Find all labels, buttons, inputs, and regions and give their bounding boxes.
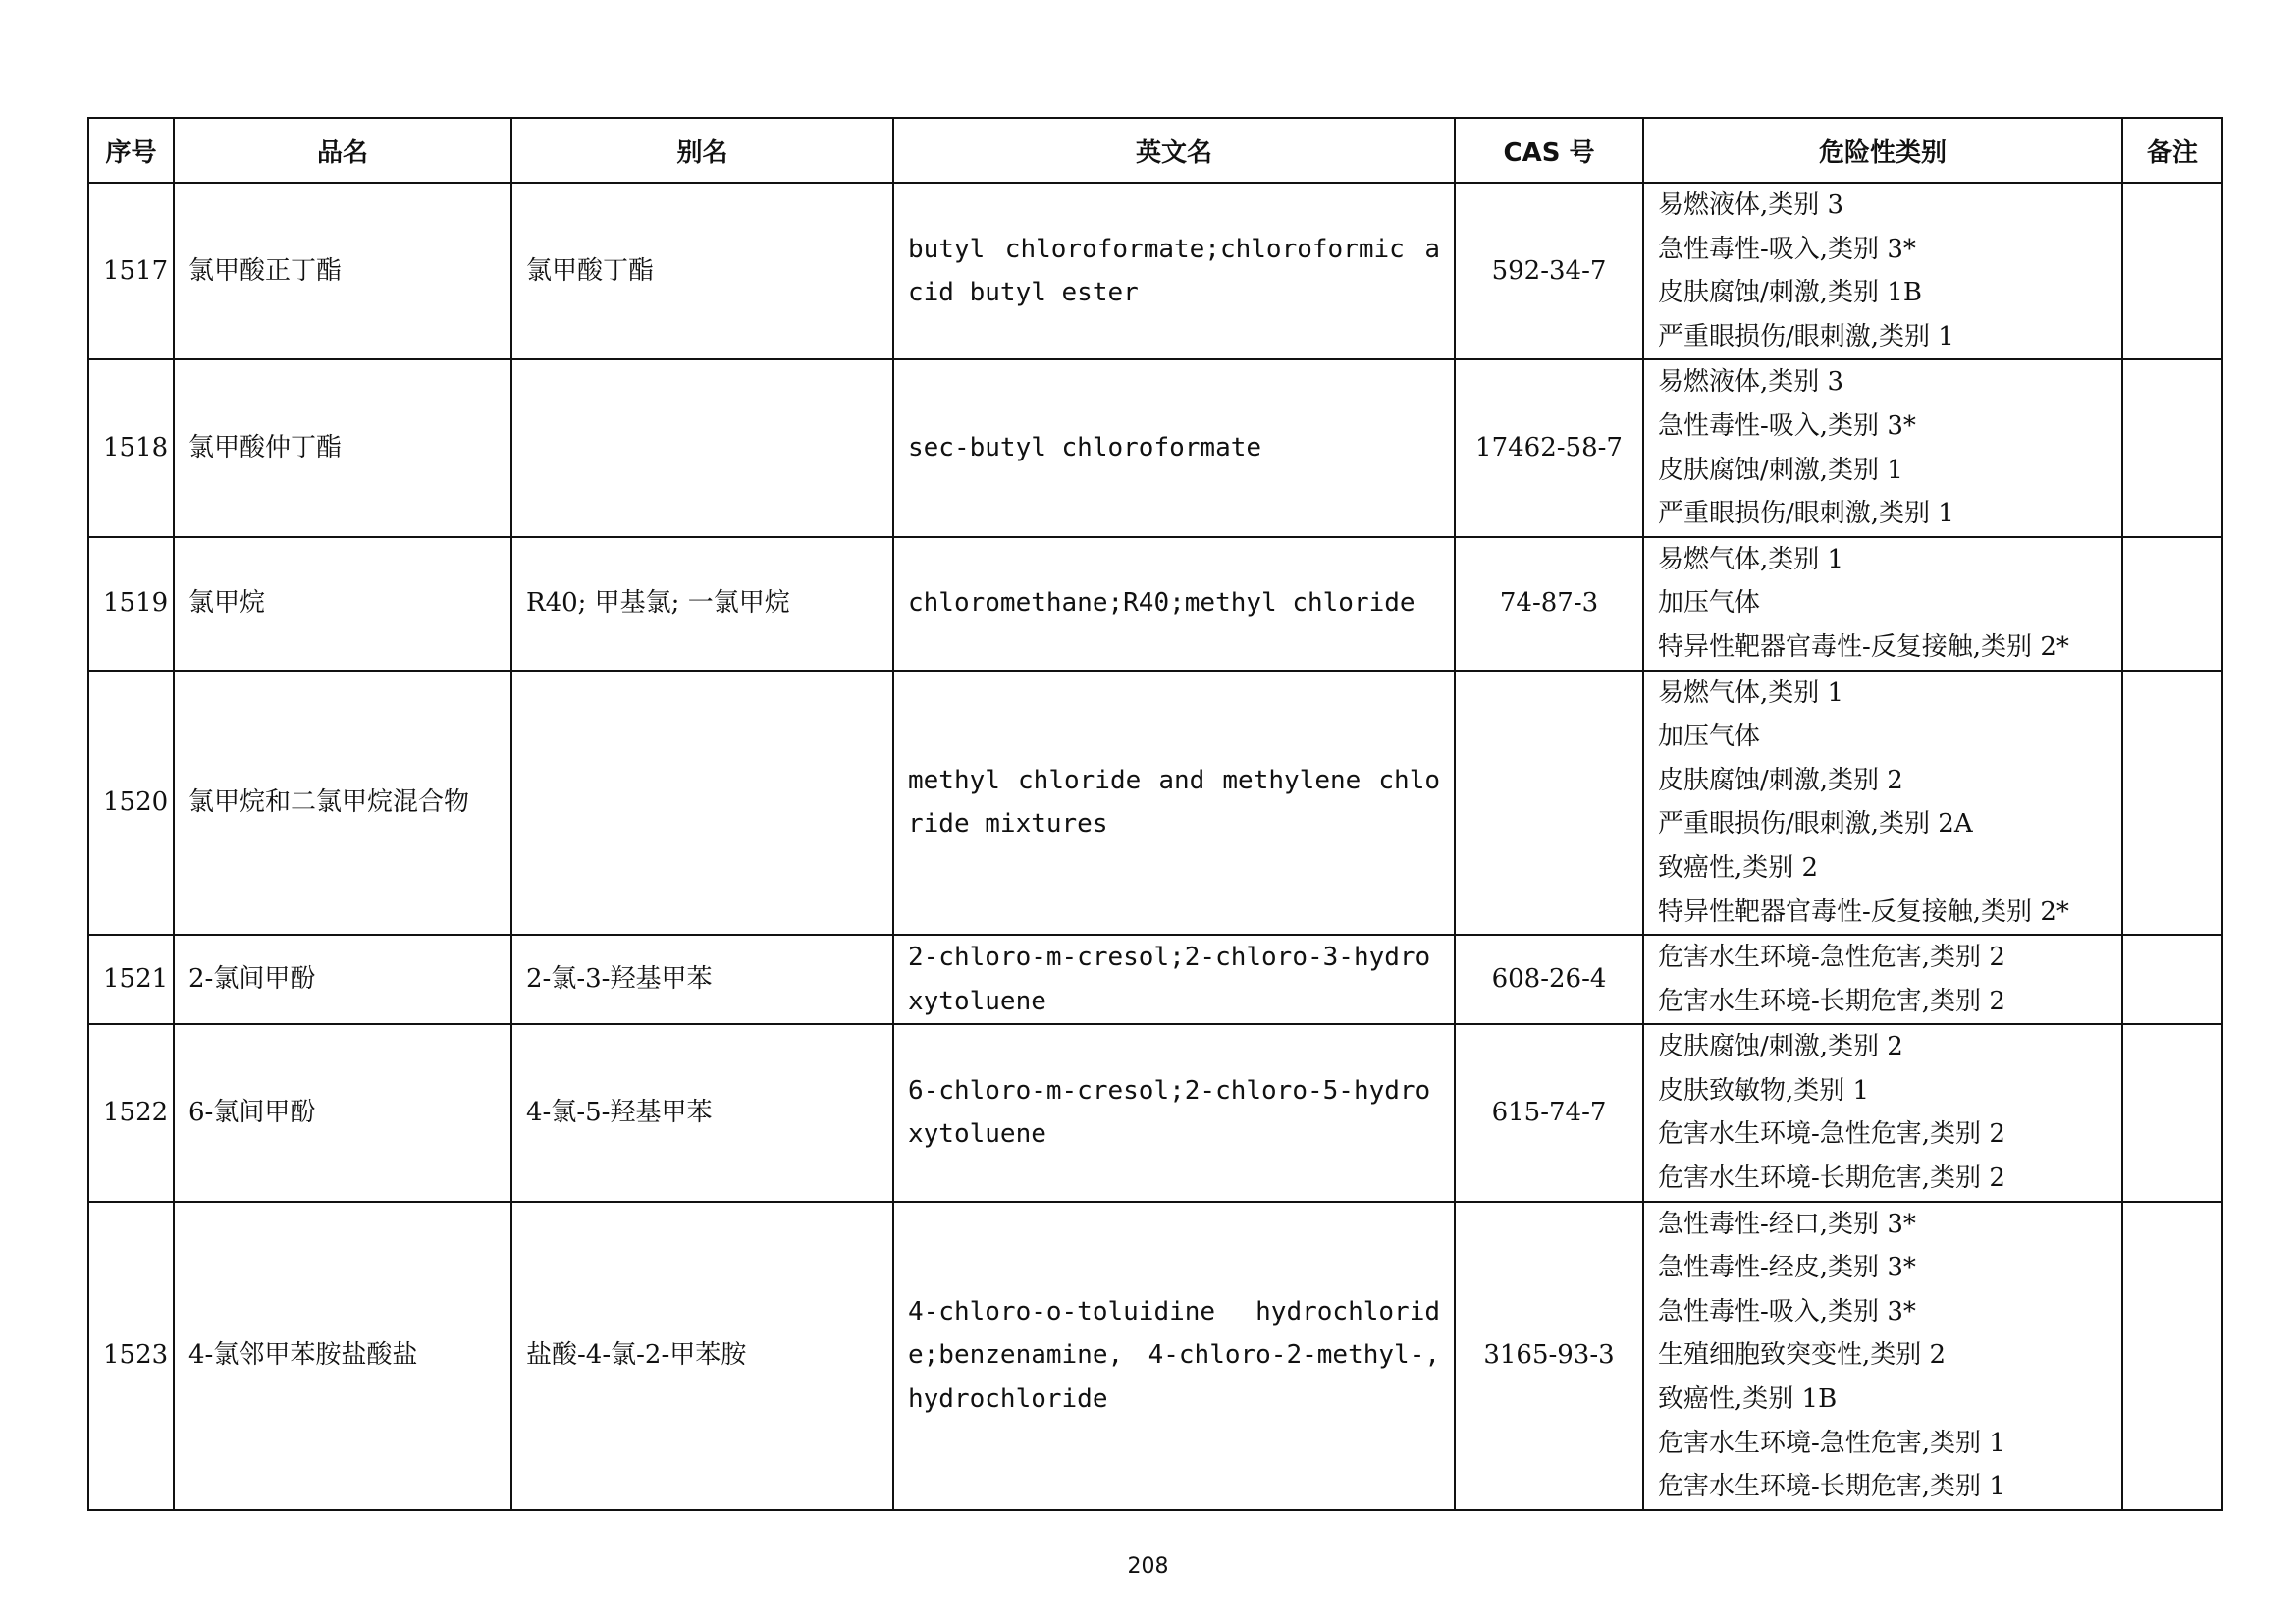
header-name: 品名 (174, 118, 511, 183)
hazard-category-line: 危害水生环境-长期危害,类别 2 (1658, 986, 2005, 1016)
cell-english-name: 2-chloro-m-cresol;2-chloro-3-hydroxytoluene (893, 935, 1455, 1024)
cell-cas-number: 3165-93-3 (1455, 1202, 1643, 1510)
hazard-category-line: 皮肤腐蚀/刺激,类别 1B (1658, 278, 1922, 308)
cell-english-name: sec-butyl chloroformate (893, 359, 1455, 536)
cell-cas-number: 592-34-7 (1455, 183, 1643, 359)
hazard-category-line: 致癌性,类别 1B (1658, 1384, 1838, 1415)
hazard-category-line: 皮肤腐蚀/刺激,类别 2 (1658, 765, 1903, 795)
cell-cas-number (1455, 671, 1643, 936)
hazard-category-line: 易燃液体,类别 3 (1658, 190, 1844, 220)
cell-remark (2122, 935, 2222, 1024)
cell-product-name: 氯甲酸仲丁酯 (174, 359, 511, 536)
hazard-category-line: 皮肤腐蚀/刺激,类别 1 (1658, 455, 1903, 485)
cell-cas-number: 608-26-4 (1455, 935, 1643, 1024)
hazard-category-line: 易燃气体,类别 1 (1658, 544, 1844, 574)
table-row (88, 537, 2222, 671)
cell-alias: 2-氯-3-羟基甲苯 (511, 935, 893, 1024)
cell-english-name: methyl chloride and methylene chloride mixtures (893, 671, 1455, 936)
cell-hazard-categories (1643, 359, 2122, 536)
cell-hazard-categories (1643, 671, 2122, 936)
table-row (88, 1202, 2222, 1510)
header-cas-number: CAS 号 (1455, 118, 1643, 183)
cell-cas-number: 615-74-7 (1455, 1024, 1643, 1201)
page-number: 208 (1127, 1554, 1169, 1579)
table-header-row (88, 118, 2222, 183)
cell-remark (2122, 359, 2222, 536)
hazard-category-line: 特异性靶器官毒性-反复接触,类别 2* (1658, 631, 2069, 662)
hazard-category-line: 致癌性,类别 2 (1658, 852, 1819, 883)
hazard-category-line: 加压气体 (1658, 722, 1761, 752)
table-row (88, 671, 2222, 936)
cell-english-name: chloromethane;R40;methyl chloride (893, 537, 1455, 671)
hazard-category-line: 危害水生环境-长期危害,类别 2 (1658, 1164, 2005, 1194)
header-remark: 备注 (2122, 118, 2222, 183)
table-row (88, 183, 2222, 359)
header-no: 序号 (88, 118, 174, 183)
hazard-category-line: 危害水生环境-急性危害,类别 1 (1658, 1428, 2005, 1458)
cell-hazard-categories (1643, 537, 2122, 671)
cell-serial-number: 1522 (88, 1024, 174, 1201)
table-row (88, 1024, 2222, 1201)
cell-serial-number: 1517 (88, 183, 174, 359)
cell-alias: 盐酸-4-氯-2-甲苯胺 (511, 1202, 893, 1510)
cell-remark (2122, 183, 2222, 359)
cell-serial-number: 1518 (88, 359, 174, 536)
cell-remark (2122, 1024, 2222, 1201)
hazard-category-line: 危害水生环境-急性危害,类别 2 (1658, 943, 2005, 973)
cell-remark (2122, 537, 2222, 671)
cell-product-name: 6-氯间甲酚 (174, 1024, 511, 1201)
cell-product-name: 氯甲烷 (174, 537, 511, 671)
hazard-category-line: 皮肤腐蚀/刺激,类别 2 (1658, 1032, 1903, 1062)
cell-english-name: 6-chloro-m-cresol;2-chloro-5-hydroxytoluene (893, 1024, 1455, 1201)
hazard-category-line: 急性毒性-吸入,类别 3* (1658, 1296, 1916, 1326)
hazard-category-line: 严重眼损伤/眼刺激,类别 1 (1658, 321, 1954, 352)
hazardous-chemicals-table-container (87, 117, 2221, 1511)
cell-hazard-categories (1643, 935, 2122, 1024)
cell-serial-number: 1523 (88, 1202, 174, 1510)
cell-alias (511, 359, 893, 536)
cell-cas-number: 17462-58-7 (1455, 359, 1643, 536)
cell-serial-number: 1521 (88, 935, 174, 1024)
hazard-category-line: 易燃液体,类别 3 (1658, 367, 1844, 398)
cell-remark (2122, 671, 2222, 936)
hazard-category-line: 急性毒性-经皮,类别 3* (1658, 1253, 1916, 1283)
hazard-category-line: 危害水生环境-急性危害,类别 2 (1658, 1119, 2005, 1150)
hazardous-chemicals-table (87, 117, 2223, 1511)
hazard-category-line: 生殖细胞致突变性,类别 2 (1658, 1340, 1947, 1371)
table-body (88, 183, 2222, 1510)
hazard-category-line: 急性毒性-吸入,类别 3* (1658, 410, 1916, 441)
hazard-category-line: 急性毒性-吸入,类别 3* (1658, 234, 1916, 264)
cell-serial-number: 1519 (88, 537, 174, 671)
cell-product-name: 2-氯间甲酚 (174, 935, 511, 1024)
header-alias: 别名 (511, 118, 893, 183)
hazard-category-line: 危害水生环境-长期危害,类别 1 (1658, 1472, 2005, 1502)
header-english-name: 英文名 (893, 118, 1455, 183)
cell-alias: 氯甲酸丁酯 (511, 183, 893, 359)
hazard-category-line: 特异性靶器官毒性-反复接触,类别 2* (1658, 896, 2069, 927)
header-hazard-category: 危险性类别 (1643, 118, 2122, 183)
cell-remark (2122, 1202, 2222, 1510)
cell-serial-number: 1520 (88, 671, 174, 936)
cell-hazard-categories (1643, 1024, 2122, 1201)
cell-product-name: 氯甲酸正丁酯 (174, 183, 511, 359)
hazard-category-line: 加压气体 (1658, 588, 1761, 619)
cell-alias (511, 671, 893, 936)
cell-alias: 4-氯-5-羟基甲苯 (511, 1024, 893, 1201)
cell-product-name: 氯甲烷和二氯甲烷混合物 (174, 671, 511, 936)
cell-cas-number: 74-87-3 (1455, 537, 1643, 671)
cell-english-name: 4-chloro-o-toluidine hydrochloride;benzenamine, 4-chloro-2-methyl-, hydrochloride (893, 1202, 1455, 1510)
cell-product-name: 4-氯邻甲苯胺盐酸盐 (174, 1202, 511, 1510)
hazard-category-line: 严重眼损伤/眼刺激,类别 1 (1658, 499, 1954, 529)
cell-alias: R40; 甲基氯; 一氯甲烷 (511, 537, 893, 671)
hazard-category-line: 严重眼损伤/眼刺激,类别 2A (1658, 809, 1973, 839)
cell-hazard-categories (1643, 183, 2122, 359)
hazard-category-line: 皮肤致敏物,类别 1 (1658, 1075, 1870, 1106)
hazard-category-line: 急性毒性-经口,类别 3* (1658, 1209, 1916, 1239)
table-row (88, 935, 2222, 1024)
cell-hazard-categories (1643, 1202, 2122, 1510)
cell-english-name: butyl chloroformate;chloroformic acid butyl ester (893, 183, 1455, 359)
table-row (88, 359, 2222, 536)
hazard-category-line: 易燃气体,类别 1 (1658, 677, 1844, 708)
